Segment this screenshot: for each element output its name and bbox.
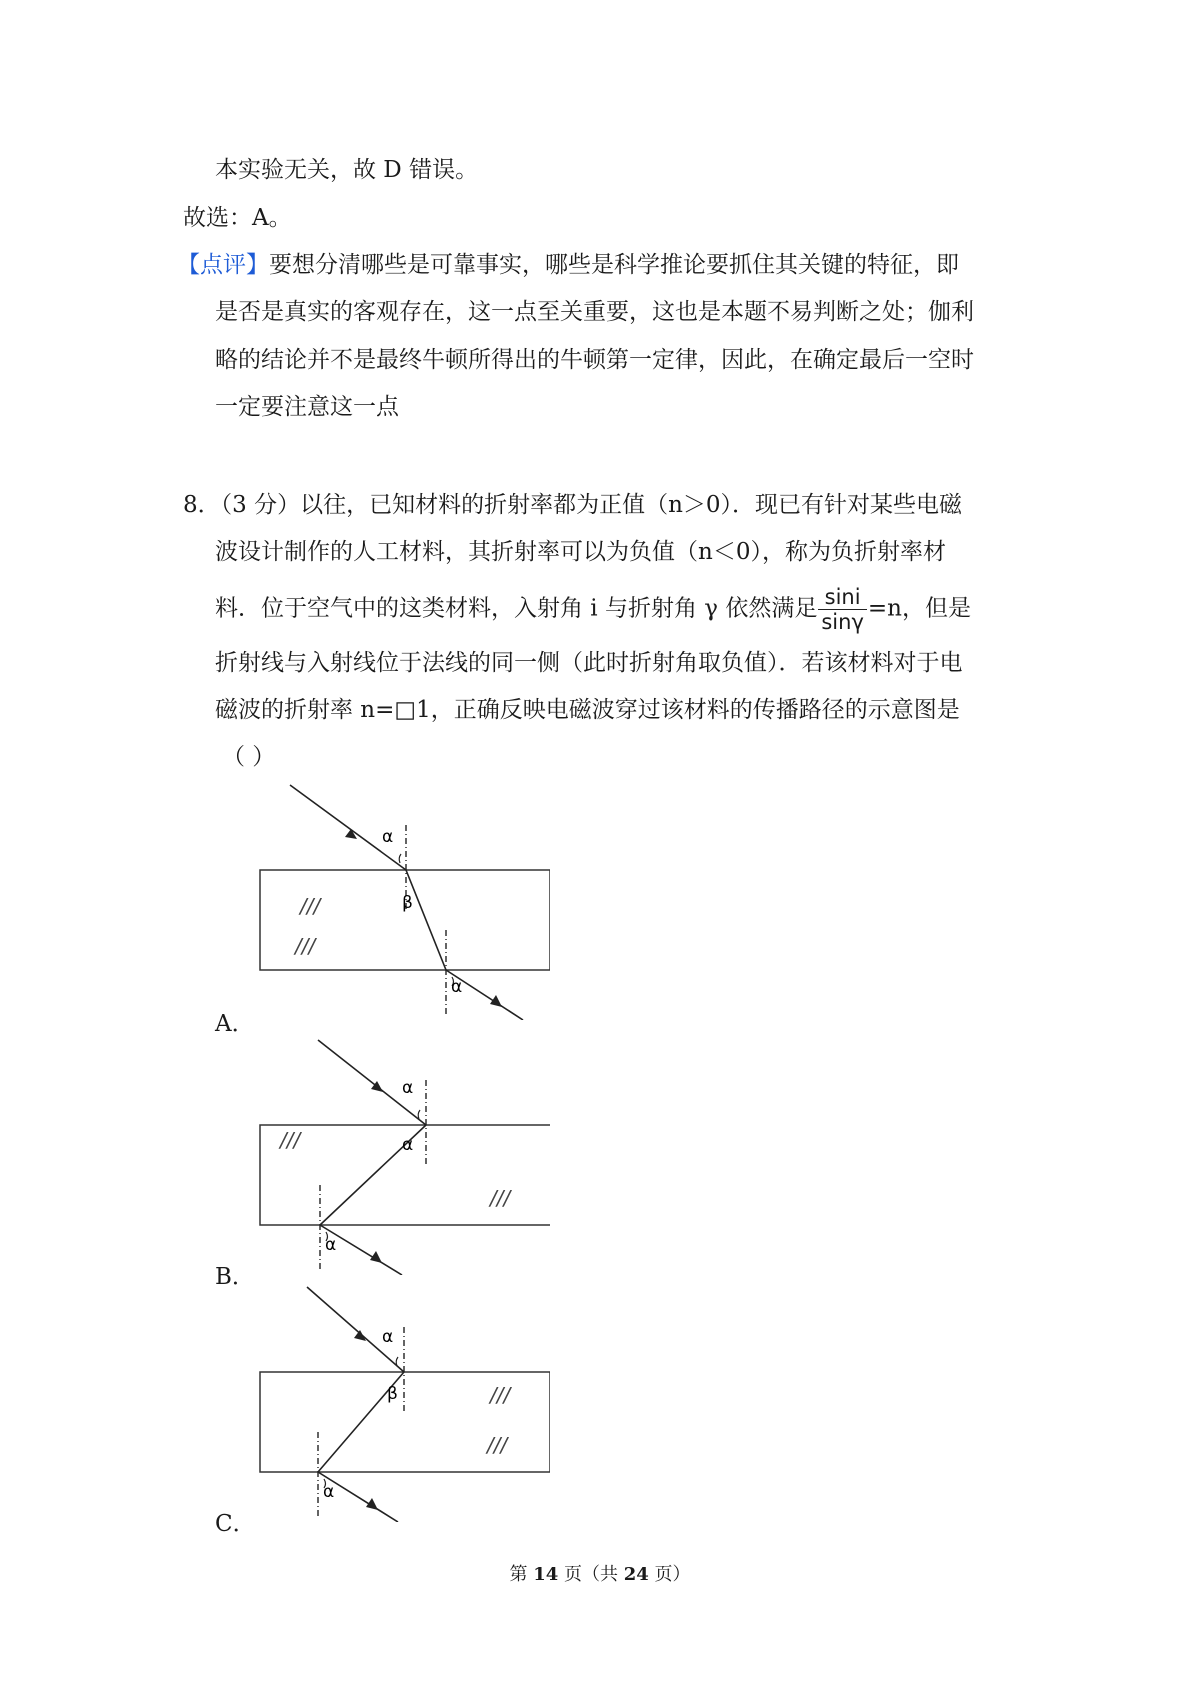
question-text: 料．位于空气中的这类材料，入射角 i 与折射角 γ 依然满足 (215, 595, 818, 622)
option-c-label: C． (215, 1511, 256, 1537)
alpha-label: α (402, 1135, 414, 1155)
glass-hatch: /// (487, 1433, 508, 1457)
question-text: =n，但是 (867, 595, 971, 622)
beta-label: β (387, 1384, 398, 1404)
option-a-label: A． (215, 1011, 255, 1037)
alpha-label: α (325, 1235, 337, 1255)
question-8-line-5: 磁波的折射率 n=□1，正确反映电磁波穿过该材料的传播路径的示意图是 (215, 697, 960, 723)
alpha-label: α (451, 977, 463, 997)
fraction-numerator: sini (818, 585, 867, 610)
page-total: 24 (623, 1564, 649, 1585)
alpha-label: α (323, 1482, 335, 1502)
figure-a (250, 780, 550, 1020)
glass-hatch: /// (490, 1186, 511, 1210)
footer-text: 页） (648, 1564, 691, 1585)
question-8-line-2: 波设计制作的人工材料，其折射率可以为负值（n＜0），称为负折射率材 (215, 539, 946, 565)
question-8-line-4: 折射线与入射线位于法线的同一侧（此时折射角取负值）．若该材料对于电 (215, 650, 963, 676)
question-text: （3 分）以往，已知材料的折射率都为正值（n＞0）．现已有针对某些电磁 (220, 492, 963, 518)
comment-line-2: 是否是真实的客观存在，这一点至关重要，这也是本题不易判断之处；伽利 (215, 299, 974, 325)
comment-line-3: 略的结论并不是最终牛顿所得出的牛顿第一定律，因此，在确定最后一空时 (215, 347, 974, 373)
figure-b (250, 1035, 550, 1275)
glass-hatch: /// (295, 934, 316, 958)
option-b-label: B． (215, 1264, 255, 1290)
question-8-line-1 (183, 490, 962, 520)
answer-choice: 故选：A。 (183, 205, 292, 231)
page-number: 14 (533, 1564, 559, 1585)
fraction-denominator: sinγ (821, 610, 864, 634)
alpha-label: α (382, 827, 394, 847)
answer-blank: （ ） (222, 744, 276, 770)
footer-text: 第 (509, 1564, 534, 1585)
comment-tag: 【点评】 (177, 252, 269, 278)
comment-line-1 (177, 250, 959, 280)
comment-line-4: 一定要注意这一点 (215, 394, 399, 420)
figure-c (250, 1282, 550, 1522)
alpha-label: α (402, 1078, 414, 1098)
glass-hatch: /// (280, 1128, 301, 1152)
alpha-label: α (382, 1327, 394, 1347)
question-8-line-3 (215, 585, 971, 634)
footer-text: 页（共 (558, 1564, 624, 1585)
page-footer (0, 1560, 1200, 1586)
glass-hatch: /// (300, 894, 321, 918)
beta-label: β (402, 893, 413, 913)
question-number: 8． (183, 492, 221, 518)
answer-explanation-line: 本实验无关，故 D 错误。 (215, 157, 479, 183)
sin-ratio-fraction (818, 585, 867, 634)
comment-text: 要想分清哪些是可靠事实，哪些是科学推论要抓住其关键的特征，即 (269, 252, 959, 278)
glass-hatch: /// (490, 1383, 511, 1407)
